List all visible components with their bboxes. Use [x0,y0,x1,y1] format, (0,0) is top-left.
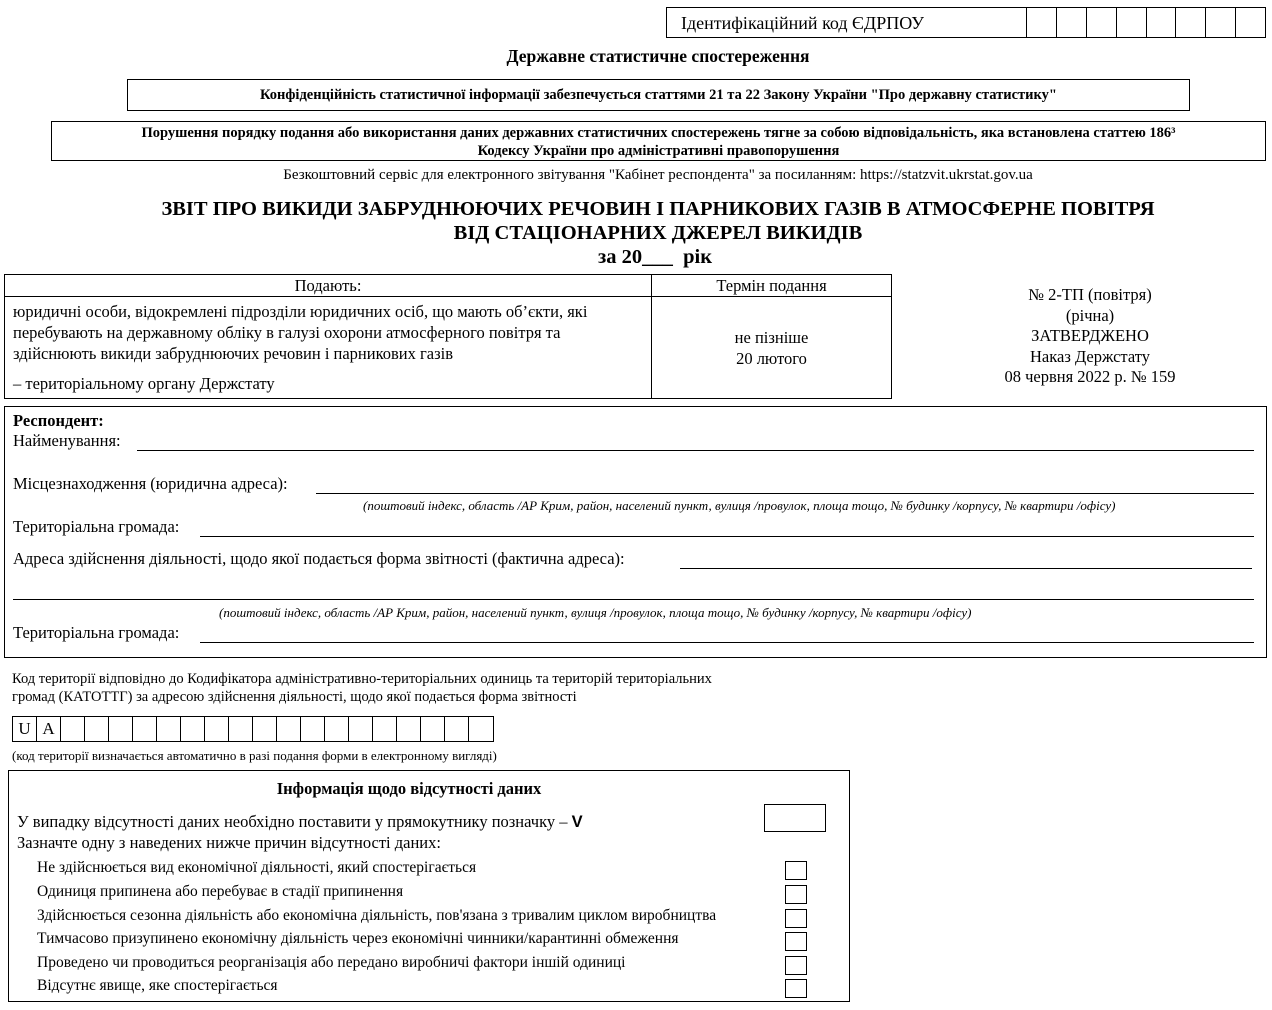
absence-instruction-2: Зазначте одну з наведених нижче причин відсутності даних: [17,833,441,852]
activity-address-field[interactable] [680,553,1252,569]
address-hint: (поштовий індекс, область /АР Крим, район, населений пункт, вулиця /провулок, площа тощо, № будинку /корпусу, № квартири /офісу) [363,498,1116,513]
katottg-cell[interactable] [397,717,421,741]
respondent-block [4,406,1267,658]
katottg-cell[interactable] [61,717,85,741]
reason-label: Відсутнє явище, яке спостерігається [37,977,278,994]
katottg-line-1: Код території відповідно до Кодифікатора адміністративно-територіальних одиниць та територій територіальних [12,671,712,687]
reason-checkbox[interactable] [785,979,807,998]
katottg-cell[interactable] [373,717,397,741]
reason-label: Тимчасово призупинено економічну діяльність через економічні чинники/карантинні обмеження [37,930,679,947]
katottg-note: (код території визначається автоматично в разі подання форми в електронному вигляді) [12,748,497,763]
katottg-cell[interactable] [469,717,493,741]
community-label: Територіальна громада: [13,517,180,536]
edrpou-cell[interactable] [1147,8,1177,37]
katottg-cell[interactable] [181,717,205,741]
name-label: Найменування: [13,431,121,450]
legal-address-label: Місцезнаходження (юридична адреса): [13,474,288,493]
edrpou-cell[interactable] [1057,8,1087,37]
katottg-line-2: громад (КАТОТТГ) за адресою здійснення діяльності, щодо якої подається форма звітності [12,689,577,705]
report-title [0,197,1272,245]
reason-label: Одиниця припинена або перебуває в стадії припинення [37,883,404,900]
deadline-header: Термін подання [652,275,892,297]
katottg-cell[interactable] [205,717,229,741]
katottg-description [12,670,712,706]
edrpou-cell[interactable] [1027,8,1057,37]
activity-address-label: Адреса здійснення діяльності, щодо якої подається форма звітності (фактична адреса): [13,549,625,568]
katottg-cell[interactable] [445,717,469,741]
form-number: № 2-ТП (повітря) [1028,285,1152,304]
check-mark-icon: V [571,813,583,831]
deadline-line: не пізніше [734,327,809,347]
submitters-line: юридичні особи, відокремлені підрозділи юридичних осіб, що мають об’єкти, які [13,302,588,321]
katottg-cell[interactable] [133,717,157,741]
report-title-line-2: ВІД СТАЦІОНАРНИХ ДЖЕРЕЛ ВИКИДІВ [453,222,863,244]
katottg-cell[interactable] [277,717,301,741]
katottg-cell[interactable]: A [37,717,61,741]
reason-checkbox[interactable] [785,885,807,904]
report-title-line-1: ЗВІТ ПРО ВИКИДИ ЗАБРУДНЮЮЧИХ РЕЧОВИН І ПАРНИКОВИХ ГАЗІВ В АТМОСФЕРНЕ ПОВІТРЯ [161,198,1155,220]
edrpou-code-field[interactable] [666,7,1266,38]
submitters-header: Подають: [5,275,652,297]
katottg-cell[interactable] [253,717,277,741]
violation-notice [51,121,1266,161]
katottg-cell[interactable] [349,717,373,741]
community-label: Територіальна громада: [13,623,180,642]
reason-label: Не здійснюється вид економічної діяльності, який спостерігається [37,859,477,876]
edrpou-cell[interactable] [1206,8,1236,37]
respondent-heading: Респондент: [13,411,104,430]
form-order: Наказ Держстату [1030,346,1150,366]
katottg-code-field[interactable] [12,716,494,742]
address-hint: (поштовий індекс, область /АР Крим, район, населений пункт, вулиця /провулок, площа тощо, № будинку /корпусу, № квартири /офісу) [219,605,972,620]
legal-address-field[interactable] [316,478,1254,494]
report-year: за 20___ рік [598,246,713,268]
form-period: (річна) [1065,305,1115,325]
community-field[interactable] [200,627,1254,643]
community-field[interactable] [200,521,1254,537]
deadline-line: 20 лютого [736,348,807,368]
activity-address-field-line-2[interactable] [13,584,1254,600]
submitters-line: здійснюють викиди забруднюючих речовин і парникових газів [13,344,453,363]
katottg-cell[interactable] [85,717,109,741]
violation-line-1: Порушення порядку подання або використання даних державних статистичних спостережень тягне за собою відповідальність, яка встановлена статтею 186³ [141,125,1176,141]
reason-label: Проведено чи проводиться реорганізація або передано виробничі фактори іншій одиниці [37,954,626,971]
edrpou-label: Ідентифікаційний код ЄДРПОУ [667,8,1027,37]
form-approved: ЗАТВЕРДЖЕНО [1031,326,1149,345]
edrpou-cell[interactable] [1176,8,1206,37]
submission-table [4,274,892,399]
katottg-cell[interactable] [157,717,181,741]
edrpou-cell[interactable] [1087,8,1117,37]
submitters-line: перебувають на державному обліку в галузі охорони атмосферного повітря та [13,323,561,342]
katottg-cell[interactable] [421,717,445,741]
absence-info-block [8,770,850,1002]
free-service-note: Безкоштовний сервіс для електронного звітування "Кабінет респондента" за посиланням: https://statzvit.ukrstat.gov.ua [283,167,1033,183]
katottg-cell[interactable] [325,717,349,741]
submitters-recipient: – територіальному органу Держстату [13,374,275,393]
violation-line-2: Кодексу України про адміністративні правопорушення [477,143,840,159]
state-observation-heading: Державне статистичне спостереження [506,46,810,66]
katottg-cell[interactable] [229,717,253,741]
katottg-cell[interactable]: U [13,717,37,741]
katottg-cell[interactable] [301,717,325,741]
absence-instruction [17,812,583,832]
reason-label: Здійснюється сезонна діяльність або економічна діяльність, пов'язана з тривалим циклом виробництва [37,907,717,924]
reason-checkbox[interactable] [785,909,807,928]
absence-checkbox[interactable] [764,804,826,832]
name-field[interactable] [137,435,1254,451]
form-date: 08 червня 2022 р. № 159 [1004,367,1176,386]
deadline-cell [652,297,892,399]
reason-checkbox[interactable] [785,956,807,975]
reason-checkbox[interactable] [785,932,807,951]
edrpou-cell[interactable] [1236,8,1265,37]
submitters-cell [5,297,652,399]
absence-heading: Інформація щодо відсутності даних [276,779,542,798]
katottg-cell[interactable] [109,717,133,741]
absence-instruction-text: У випадку відсутності даних необхідно поставити у прямокутнику позначку – [17,812,568,831]
form-info [910,285,1270,388]
reason-checkbox[interactable] [785,861,807,880]
edrpou-cell[interactable] [1117,8,1147,37]
confidentiality-notice: Конфіденційність статистичної інформації забезпечується статтями 21 та 22 Закону України "Про державну статистику" [127,79,1190,111]
